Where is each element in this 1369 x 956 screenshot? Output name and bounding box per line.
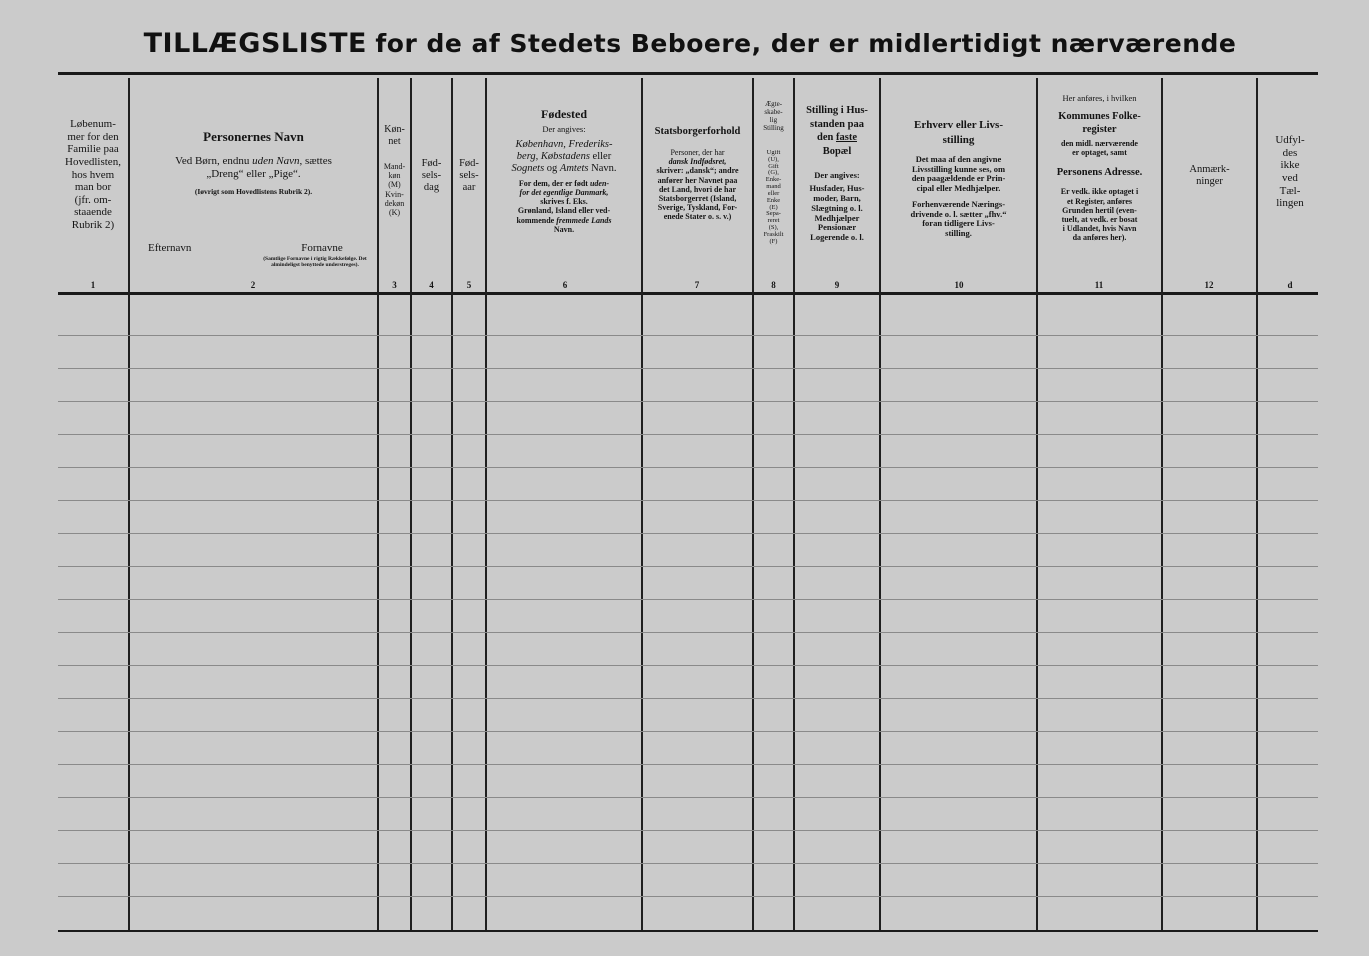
col9-header (795, 104, 879, 243)
col9-heading-a: Stilling i Hus- standen paa den (806, 105, 868, 144)
form-title (60, 28, 1320, 59)
col5-number: 5 (466, 280, 472, 290)
col6-foreign-note (489, 179, 639, 234)
col6-italic1: København, Frederiks- berg, Købstadens (515, 138, 613, 162)
col8-number: 8 (771, 280, 776, 290)
col6-place-line2 (489, 163, 639, 175)
col10-p2: Forhenværende Nærings- drivende o. l. sætter „fhv.“ foran tidligere Livs- stilling. (910, 198, 1007, 239)
col11-number: 11 (1094, 280, 1104, 290)
entry-row-line (58, 797, 1318, 798)
col4-heading: Fød- sels- dag (421, 158, 442, 194)
entry-row-line (58, 830, 1318, 831)
col6-heading: Fødested (541, 108, 587, 121)
entry-row-line (58, 500, 1318, 501)
col-divider-4 (451, 78, 453, 930)
bottom-rule (58, 930, 1318, 932)
entry-row-line (58, 335, 1318, 336)
col6-p2c: skrives f. Eks. Grønland, Island eller ved- kommende (516, 197, 611, 225)
entry-row-line (58, 467, 1318, 468)
col3-number: 3 (392, 280, 397, 290)
col6-p2e: Navn. (553, 224, 575, 234)
col6-italic3: Amtets (559, 162, 589, 174)
col10-p1: Det maa af den angivne Livsstilling kunne ses, om den paagældende er Prin- cipal eller Medhjælper. (911, 153, 1006, 194)
entry-row-line (58, 566, 1318, 567)
col8-sub: Ugift (U), Gift (G), Enke- mand eller Enke (E) Sepa- reret (S), Fraskilt (F) (763, 150, 784, 245)
col11-heading2: Personens Adresse. (1056, 167, 1143, 179)
col6-mid2: og (544, 162, 560, 174)
col2-number: 2 (250, 280, 256, 290)
col6-mid1: eller (589, 150, 612, 162)
col2-line1-b: uden Navn (252, 154, 300, 167)
col6-p2a: For dem, der er født (518, 178, 590, 188)
col-divider-1 (128, 78, 130, 930)
col2-line1-c: , sættes (299, 154, 332, 167)
entry-row-line (58, 896, 1318, 897)
col2-firstname-note: (Samtlige Fornavne i rigtig Rækkefølge. Det almindeligst benyttede understreges). (263, 256, 367, 269)
entry-row-line (58, 863, 1318, 864)
col9-list: Husfader, Hus- moder, Barn, Slægtning o. l. Medhjælper Pensionær Logerende o. l. (809, 183, 865, 243)
entry-row-line (58, 599, 1318, 600)
col2-surname-label: Efternavn (148, 242, 192, 254)
entry-row-line (58, 764, 1318, 765)
col13-header: Udfyl- des ikke ved Tæl- lingen (1275, 134, 1305, 210)
col2-line2: „Dreng“ eller „Pige“. (206, 167, 301, 180)
col5-heading: Fød- sels- aar (459, 158, 479, 194)
col6-italic2: Sognets (511, 162, 545, 174)
col2-note: (Iøvrigt som Hovedlistens Rubrik 2). (194, 187, 313, 197)
col9-sub: Der angives: (814, 169, 860, 180)
col10-header (881, 118, 1036, 239)
col-divider-5 (485, 78, 487, 930)
col7-p3: skriver: „dansk“; andre anfører her Navnet paa det Land, hvori de har Statsborgerret (Island, Sverige, Tyskland, For- enede Stater o. s. v.) (656, 166, 739, 222)
col6-mid3: Navn. (588, 162, 617, 174)
col-divider-3 (410, 78, 412, 930)
entry-row-line (58, 533, 1318, 534)
col6-p2b: uden- for det egentlige Danmark, (519, 178, 610, 197)
col11-top: Her anføres, i hvilken (1062, 94, 1137, 103)
entry-row-line (58, 731, 1318, 732)
col7-header (643, 126, 752, 222)
col3-heading: Køn- net (384, 124, 405, 147)
top-rule (58, 72, 1318, 75)
col1-header: Løbenum- mer for den Familie paa Hovedlisten, hos hvem man bor (jfr. om- staaende Rubrik 2) (65, 118, 121, 232)
col10-number: 10 (954, 280, 964, 290)
col4-number: 4 (429, 280, 434, 290)
col13-number: d (1287, 280, 1293, 290)
entry-row-line (58, 401, 1318, 402)
col12-number: 12 (1204, 280, 1214, 290)
col10-heading: Erhverv eller Livs- stilling (914, 119, 1003, 147)
col3-sub: Mand- køn (M) Kvin- dekøn (K) (383, 162, 406, 217)
entry-row-line (58, 434, 1318, 435)
form-title-main: TILLÆGSLISTE (143, 28, 367, 59)
col7-number: 7 (694, 280, 700, 290)
entry-row-line (58, 632, 1318, 633)
col9-heading-b: faste (835, 132, 857, 144)
col6-number: 6 (562, 280, 568, 290)
col12-heading: Anmærk- ninger (1189, 164, 1230, 188)
col11-heading: Kommunes Folke- register (1058, 110, 1141, 136)
col6-place-line (489, 139, 639, 163)
col2-firstname-label: Fornavne (301, 242, 343, 254)
col-divider-11 (1161, 78, 1163, 930)
col1-number: 1 (90, 280, 96, 290)
col8-heading: Ægte- skabe- lig Stilling (763, 100, 784, 133)
entry-row-line (58, 665, 1318, 666)
col2-header (132, 130, 375, 197)
col6-sub: Der angives: (542, 123, 586, 134)
col11-p2: Er vedk. ikke optaget i et Register, anføres Grunden hertil (even- tuelt, at vedk. er bosat i Udlandet, hvis Navn da anføres her). (1060, 187, 1139, 243)
col9-number: 9 (834, 280, 840, 290)
col7-p1: Personer, der har (670, 148, 725, 158)
col6-p2d: fremmede Lands (556, 215, 612, 225)
form-title-rest: for de af Stedets Beboere, der er midlertidigt nærværende (375, 29, 1237, 58)
col2-heading: Personernes Navn (203, 130, 304, 144)
col11-p1: den midl. nærværende er optaget, samt (1061, 139, 1138, 158)
col7-p2: dansk Indfødsret, (668, 157, 727, 167)
col7-heading: Statsborgerforhold (654, 126, 741, 137)
col11-header (1038, 94, 1161, 243)
entry-row-line (58, 698, 1318, 699)
col6-header (489, 108, 639, 234)
col9-heading-c: Bopæl (822, 145, 852, 157)
entry-row-line (58, 368, 1318, 369)
col9-heading (795, 104, 879, 159)
header-rule (58, 292, 1318, 295)
col2-line1 (132, 155, 375, 168)
col2-line1-a: Ved Børn, endnu (175, 154, 253, 167)
